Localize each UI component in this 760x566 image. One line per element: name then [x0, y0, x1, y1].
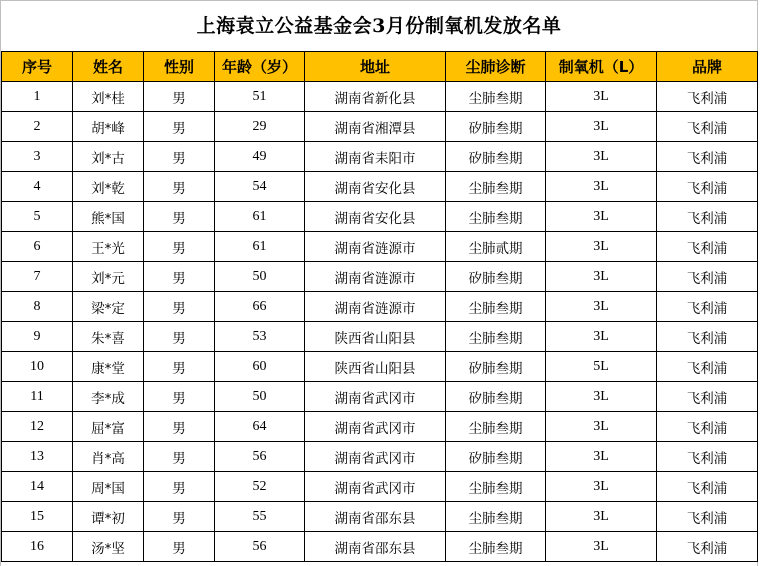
cell-machine[interactable]: 3L: [546, 112, 657, 142]
cell-address[interactable]: 湖南省涟源市: [305, 232, 446, 262]
table-row: [2, 442, 758, 472]
cell-address[interactable]: 陕西省山阳县: [305, 322, 446, 352]
cell-diagnosis[interactable]: 尘肺叁期: [446, 412, 546, 442]
cell-machine[interactable]: 3L: [546, 472, 657, 502]
cell-age[interactable]: 66: [215, 292, 305, 322]
cell-address[interactable]: 湖南省武冈市: [305, 382, 446, 412]
cell-no[interactable]: 14: [2, 472, 73, 502]
cell-name[interactable]: 屈*富: [73, 412, 144, 442]
cell-gender[interactable]: 男: [144, 262, 215, 292]
cell-age[interactable]: 55: [215, 502, 305, 532]
cell-address[interactable]: 湖南省邵东县: [305, 532, 446, 562]
cell-diagnosis[interactable]: 尘肺叁期: [446, 202, 546, 232]
sheet-title: 上海袁立公益基金会3月份制氧机发放名单: [196, 15, 562, 37]
cell-machine[interactable]: 3L: [546, 382, 657, 412]
cell-diagnosis[interactable]: 矽肺叁期: [446, 382, 546, 412]
cell-no[interactable]: 4: [2, 172, 73, 202]
table-row: [2, 352, 758, 382]
cell-address[interactable]: 湖南省武冈市: [305, 412, 446, 442]
cell-machine[interactable]: 3L: [546, 82, 657, 112]
cell-address[interactable]: 湖南省安化县: [305, 202, 446, 232]
cell-gender[interactable]: 男: [144, 322, 215, 352]
cell-name[interactable]: 朱*喜: [73, 322, 144, 352]
cell-brand[interactable]: 飞利浦: [657, 262, 758, 292]
cell-diagnosis[interactable]: 矽肺叁期: [446, 112, 546, 142]
cell-age[interactable]: 49: [215, 142, 305, 172]
cell-machine[interactable]: 3L: [546, 262, 657, 292]
cell-no[interactable]: 16: [2, 532, 73, 562]
cell-name[interactable]: 周*国: [73, 472, 144, 502]
cell-address[interactable]: 湖南省邵东县: [305, 502, 446, 532]
cell-name[interactable]: 胡*峰: [73, 112, 144, 142]
cell-name[interactable]: 王*光: [73, 232, 144, 262]
cell-diagnosis[interactable]: 矽肺叁期: [446, 352, 546, 382]
header-age[interactable]: 年龄（岁）: [215, 52, 305, 82]
cell-machine[interactable]: 3L: [546, 322, 657, 352]
cell-brand[interactable]: 飞利浦: [657, 82, 758, 112]
cell-name[interactable]: 汤*坚: [73, 532, 144, 562]
table-body: [2, 82, 758, 562]
cell-gender[interactable]: 男: [144, 532, 215, 562]
cell-diagnosis[interactable]: 矽肺叁期: [446, 442, 546, 472]
cell-age[interactable]: 50: [215, 262, 305, 292]
cell-no[interactable]: 7: [2, 262, 73, 292]
cell-no[interactable]: 2: [2, 112, 73, 142]
cell-machine[interactable]: 5L: [546, 352, 657, 382]
table-row: [2, 472, 758, 502]
cell-machine[interactable]: 3L: [546, 172, 657, 202]
cell-age[interactable]: 53: [215, 322, 305, 352]
cell-diagnosis[interactable]: 尘肺叁期: [446, 82, 546, 112]
cell-address[interactable]: 湖南省武冈市: [305, 472, 446, 502]
cell-brand[interactable]: 飞利浦: [657, 202, 758, 232]
cell-diagnosis[interactable]: 尘肺叁期: [446, 172, 546, 202]
cell-age[interactable]: 52: [215, 472, 305, 502]
cell-name[interactable]: 刘*古: [73, 142, 144, 172]
table-row: [2, 292, 758, 322]
cell-no[interactable]: 9: [2, 322, 73, 352]
cell-brand[interactable]: 飞利浦: [657, 442, 758, 472]
cell-gender[interactable]: 男: [144, 112, 215, 142]
cell-brand[interactable]: 飞利浦: [657, 502, 758, 532]
cell-age[interactable]: 61: [215, 202, 305, 232]
table-row: [2, 82, 758, 112]
cell-age[interactable]: 56: [215, 532, 305, 562]
cell-gender[interactable]: 男: [144, 82, 215, 112]
table-row: [2, 142, 758, 172]
cell-machine[interactable]: 3L: [546, 442, 657, 472]
cell-age[interactable]: 64: [215, 412, 305, 442]
cell-name[interactable]: 谭*初: [73, 502, 144, 532]
cell-gender[interactable]: 男: [144, 172, 215, 202]
header-address[interactable]: 地址: [305, 52, 446, 82]
cell-gender[interactable]: 男: [144, 292, 215, 322]
table-row: [2, 262, 758, 292]
cell-brand[interactable]: 飞利浦: [657, 382, 758, 412]
cell-machine[interactable]: 3L: [546, 532, 657, 562]
table-row: [2, 232, 758, 262]
cell-gender[interactable]: 男: [144, 142, 215, 172]
cell-age[interactable]: 51: [215, 82, 305, 112]
cell-brand[interactable]: 飞利浦: [657, 172, 758, 202]
cell-name[interactable]: 李*成: [73, 382, 144, 412]
cell-address[interactable]: 湖南省安化县: [305, 172, 446, 202]
cell-brand[interactable]: 飞利浦: [657, 352, 758, 382]
cell-diagnosis[interactable]: 矽肺叁期: [446, 142, 546, 172]
cell-no[interactable]: 1: [2, 82, 73, 112]
table-row: [2, 202, 758, 232]
header-no[interactable]: 序号: [2, 52, 73, 82]
cell-brand[interactable]: 飞利浦: [657, 142, 758, 172]
cell-address[interactable]: 湖南省武冈市: [305, 442, 446, 472]
cell-name[interactable]: 梁*定: [73, 292, 144, 322]
table-row: [2, 112, 758, 142]
cell-diagnosis[interactable]: 尘肺叁期: [446, 472, 546, 502]
table-row: [2, 322, 758, 352]
cell-machine[interactable]: 3L: [546, 202, 657, 232]
cell-no[interactable]: 12: [2, 412, 73, 442]
cell-age[interactable]: 54: [215, 172, 305, 202]
header-row: [2, 52, 758, 82]
cell-machine[interactable]: 3L: [546, 232, 657, 262]
cell-brand[interactable]: 飞利浦: [657, 532, 758, 562]
cell-gender[interactable]: 男: [144, 202, 215, 232]
cell-address[interactable]: 湖南省新化县: [305, 82, 446, 112]
cell-no[interactable]: 6: [2, 232, 73, 262]
cell-diagnosis[interactable]: 尘肺叁期: [446, 532, 546, 562]
cell-name[interactable]: 康*堂: [73, 352, 144, 382]
cell-address[interactable]: 湖南省涟源市: [305, 262, 446, 292]
cell-machine[interactable]: 3L: [546, 502, 657, 532]
cell-no[interactable]: 8: [2, 292, 73, 322]
cell-machine[interactable]: 3L: [546, 412, 657, 442]
cell-diagnosis[interactable]: 矽肺叁期: [446, 262, 546, 292]
cell-no[interactable]: 15: [2, 502, 73, 532]
cell-name[interactable]: 熊*国: [73, 202, 144, 232]
cell-machine[interactable]: 3L: [546, 142, 657, 172]
cell-brand[interactable]: 飞利浦: [657, 112, 758, 142]
cell-age[interactable]: 50: [215, 382, 305, 412]
table-row: [2, 172, 758, 202]
cell-age[interactable]: 29: [215, 112, 305, 142]
cell-machine[interactable]: 3L: [546, 292, 657, 322]
cell-no[interactable]: 5: [2, 202, 73, 232]
cell-no[interactable]: 3: [2, 142, 73, 172]
cell-gender[interactable]: 男: [144, 502, 215, 532]
cell-no[interactable]: 13: [2, 442, 73, 472]
header-brand[interactable]: 品牌: [657, 52, 758, 82]
cell-diagnosis[interactable]: 尘肺叁期: [446, 292, 546, 322]
cell-brand[interactable]: 飞利浦: [657, 472, 758, 502]
cell-age[interactable]: 56: [215, 442, 305, 472]
cell-brand[interactable]: 飞利浦: [657, 322, 758, 352]
cell-name[interactable]: 刘*桂: [73, 82, 144, 112]
cell-address[interactable]: 湖南省湘潭县: [305, 112, 446, 142]
cell-address[interactable]: 湖南省涟源市: [305, 292, 446, 322]
cell-name[interactable]: 刘*乾: [73, 172, 144, 202]
cell-age[interactable]: 61: [215, 232, 305, 262]
cell-no[interactable]: 11: [2, 382, 73, 412]
table-row: [2, 382, 758, 412]
cell-gender[interactable]: 男: [144, 412, 215, 442]
header-machine[interactable]: 制氧机（L）: [546, 52, 657, 82]
table-row: [2, 532, 758, 562]
cell-gender[interactable]: 男: [144, 442, 215, 472]
cell-diagnosis[interactable]: 尘肺贰期: [446, 232, 546, 262]
distribution-table: [1, 51, 758, 562]
cell-diagnosis[interactable]: 尘肺叁期: [446, 322, 546, 352]
cell-brand[interactable]: 飞利浦: [657, 412, 758, 442]
cell-brand[interactable]: 飞利浦: [657, 232, 758, 262]
cell-address[interactable]: 湖南省耒阳市: [305, 142, 446, 172]
cell-diagnosis[interactable]: 尘肺叁期: [446, 502, 546, 532]
cell-no[interactable]: 10: [2, 352, 73, 382]
cell-gender[interactable]: 男: [144, 382, 215, 412]
cell-gender[interactable]: 男: [144, 352, 215, 382]
header-gender[interactable]: 性别: [144, 52, 215, 82]
header-diagnosis[interactable]: 尘肺诊断: [446, 52, 546, 82]
cell-age[interactable]: 60: [215, 352, 305, 382]
cell-gender[interactable]: 男: [144, 232, 215, 262]
table-row: [2, 412, 758, 442]
cell-brand[interactable]: 飞利浦: [657, 292, 758, 322]
table-row: [2, 502, 758, 532]
cell-address[interactable]: 陕西省山阳县: [305, 352, 446, 382]
cell-name[interactable]: 刘*元: [73, 262, 144, 292]
header-name[interactable]: 姓名: [73, 52, 144, 82]
cell-gender[interactable]: 男: [144, 472, 215, 502]
cell-name[interactable]: 肖*高: [73, 442, 144, 472]
